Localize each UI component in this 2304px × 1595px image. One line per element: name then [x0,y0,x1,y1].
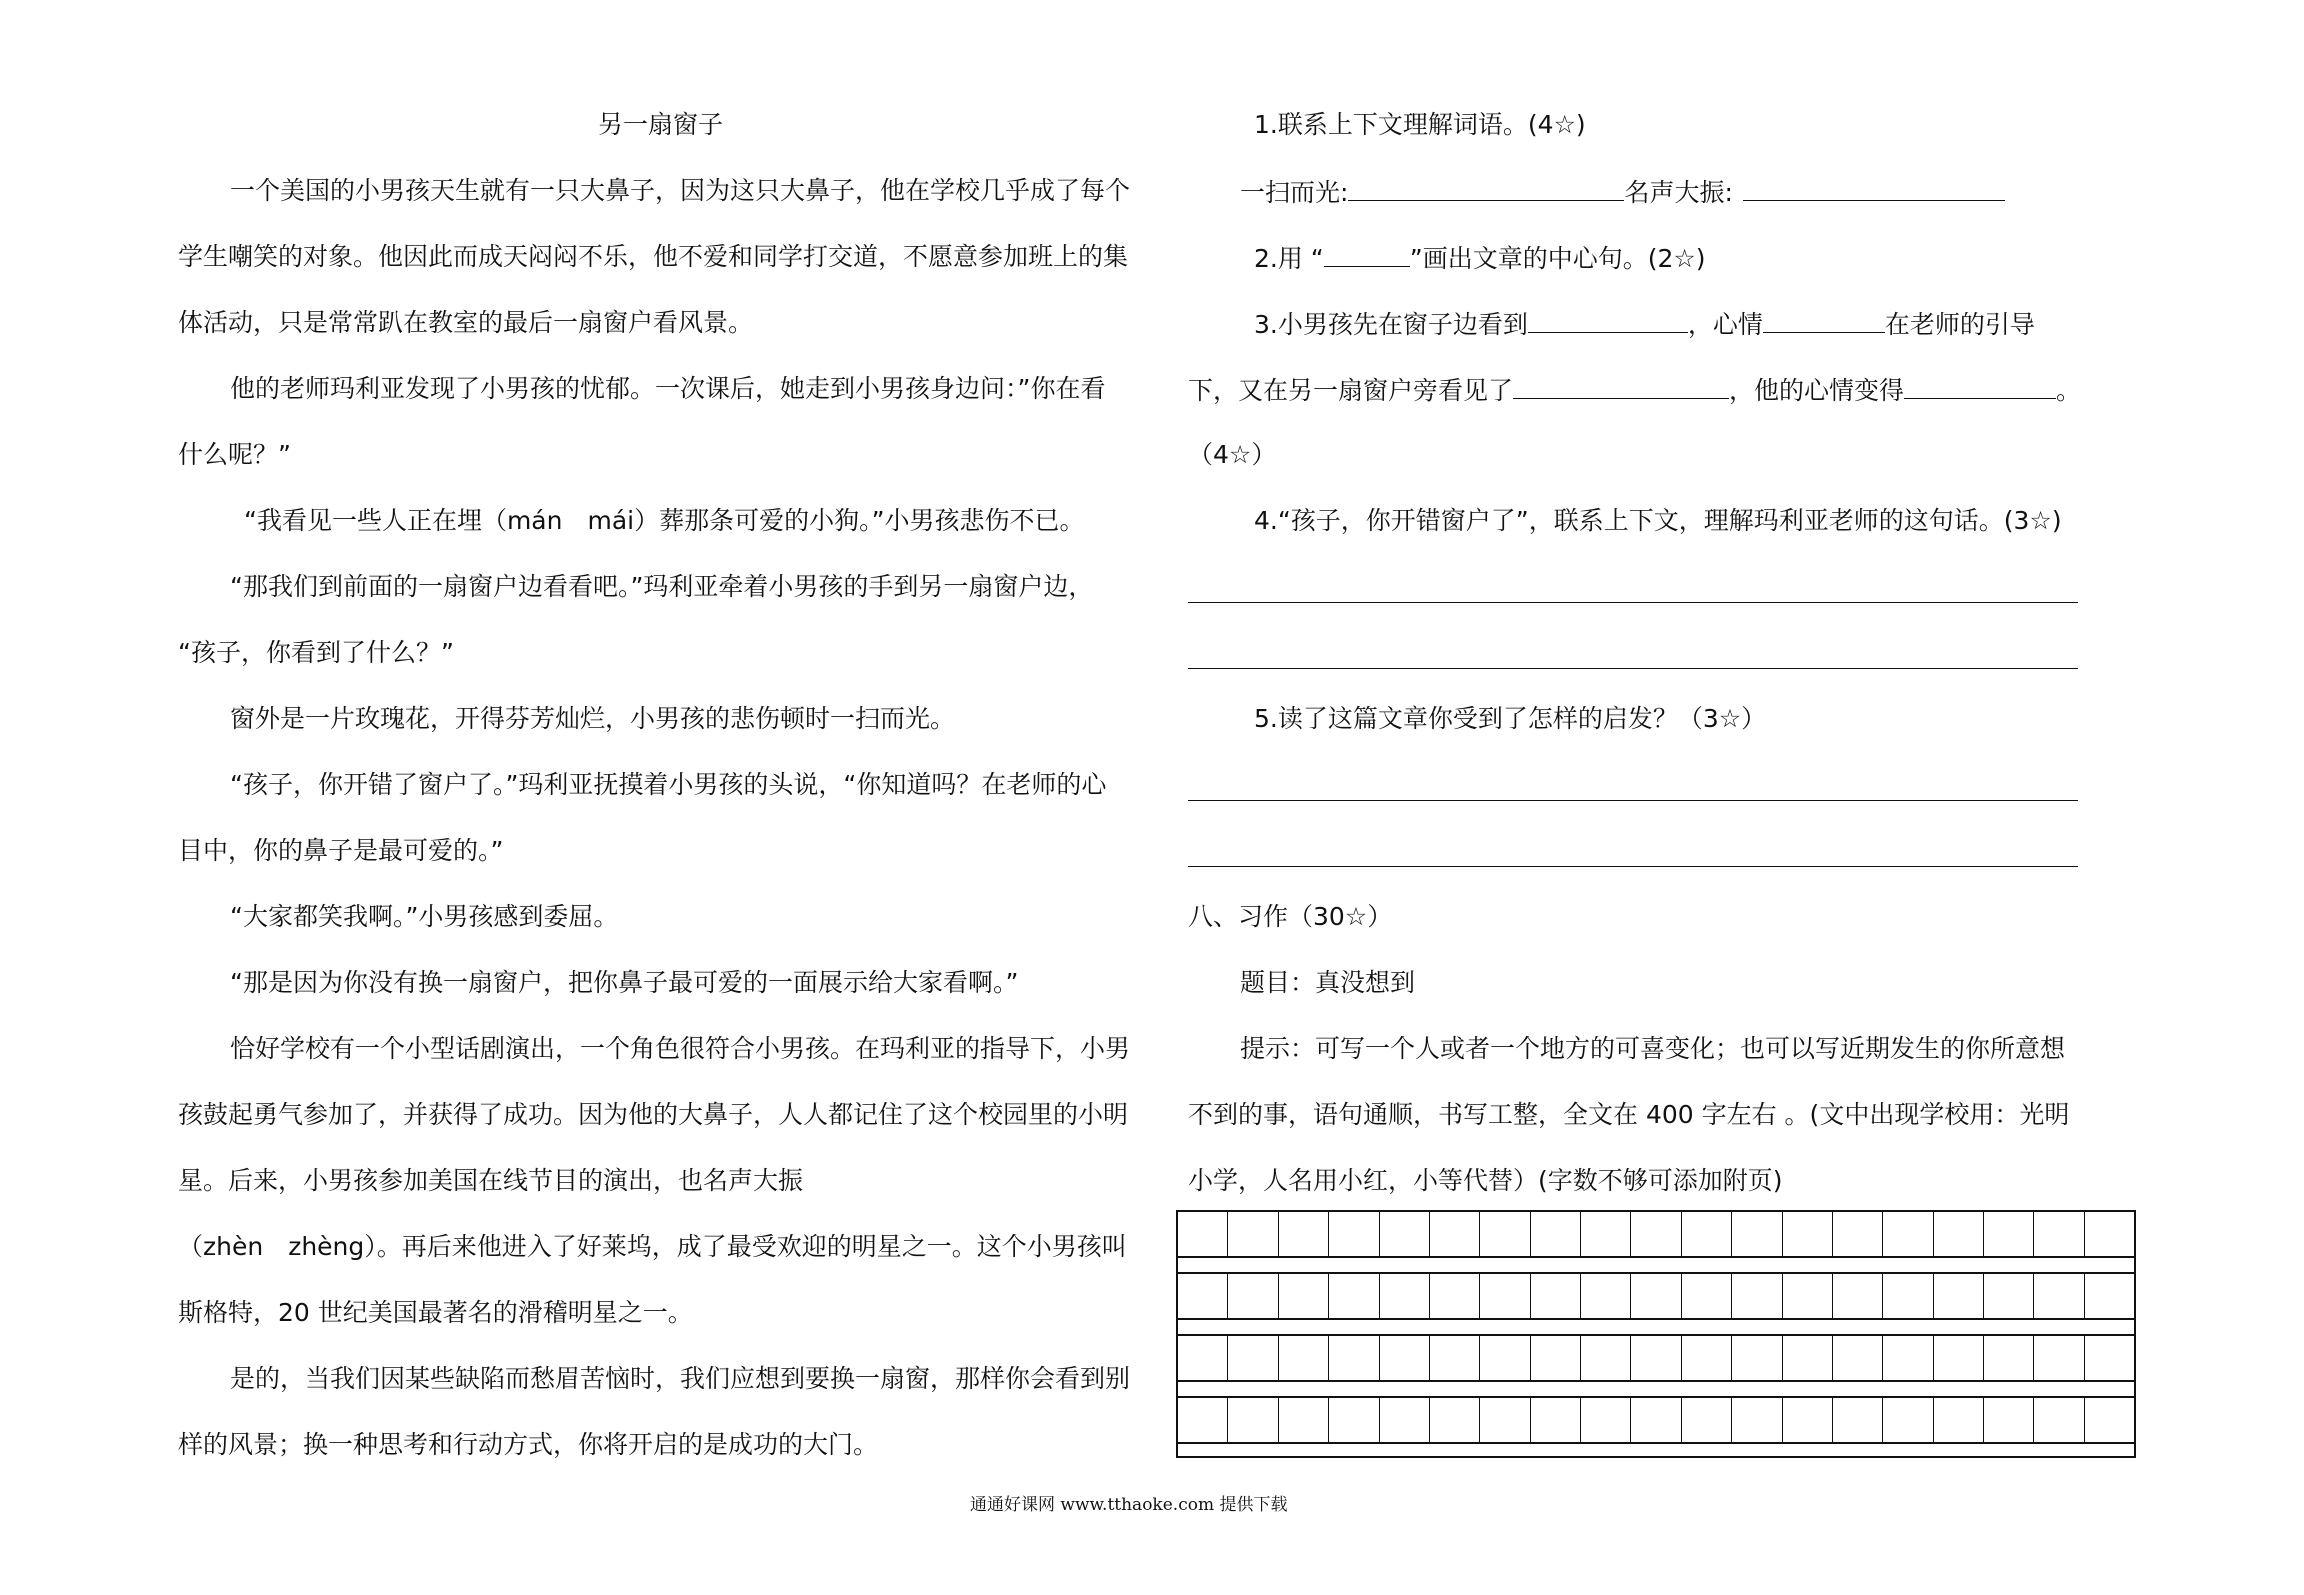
composition-topic: 题目：真没想到 [1240,968,1416,997]
grid-cell[interactable] [1833,1212,1883,1256]
grid-cell[interactable] [1430,1336,1480,1380]
grid-cell[interactable] [1329,1212,1379,1256]
grid-cell[interactable] [1178,1336,1228,1380]
q5-answer-line-1[interactable] [1188,800,2078,801]
question-3-score: （4☆） [1188,440,1277,469]
grid-cell[interactable] [1883,1274,1933,1318]
footer-credit: 通通好课网 www.tthaoke.com 提供下载 [970,1495,1288,1515]
passage-line: 体活动，只是常常趴在教室的最后一扇窗户看风景。 [178,308,754,337]
grid-cell[interactable] [1783,1336,1833,1380]
grid-cell[interactable] [1682,1212,1732,1256]
question-2 [1254,242,1706,274]
grid-cell[interactable] [1380,1398,1430,1442]
word-2-label: 名声大振: [1624,178,1733,207]
question-3-text-e: ，他的心情变得 [1729,376,1905,405]
passage-line: “孩子，你开错了窗户了。”玛利亚抚摸着小男孩的头说，“你知道吗？在老师的心 [230,770,1107,799]
grid-cell[interactable] [1732,1398,1782,1442]
grid-cell[interactable] [1934,1274,1984,1318]
grid-cell[interactable] [1531,1274,1581,1318]
question-1-words [1240,176,2005,208]
passage-line: 恰好学校有一个小型话剧演出，一个角色很符合小男孩。在玛利亚的指导下，小男 [230,1034,1131,1063]
grid-cell[interactable] [1783,1398,1833,1442]
grid-cell[interactable] [1178,1398,1228,1442]
question-3-text-a: 3.小男孩先在窗子边看到 [1254,310,1528,339]
question-3-line-1 [1254,308,2035,340]
grid-cell[interactable] [1279,1336,1329,1380]
passage-line: “那我们到前面的一扇窗户边看看吧。”玛利亚牵着小男孩的手到另一扇窗户边， [230,572,1094,601]
grid-cell[interactable] [1480,1336,1530,1380]
grid-cell[interactable] [1934,1398,1984,1442]
grid-cell[interactable] [2034,1274,2084,1318]
q3-blank-2[interactable] [1763,308,1885,333]
grid-row[interactable] [1176,1210,2136,1258]
grid-cell[interactable] [2085,1212,2134,1256]
q3-blank-3[interactable] [1513,374,1729,399]
grid-cell[interactable] [1380,1212,1430,1256]
grid-cell[interactable] [2034,1398,2084,1442]
composition-heading: 八、习作（30☆） [1188,902,1393,931]
grid-cell[interactable] [1934,1336,1984,1380]
grid-cell[interactable] [1581,1336,1631,1380]
composition-hint-line: 提示：可写一个人或者一个地方的可喜变化；也可以写近期发生的你所意想 [1240,1034,2066,1063]
grid-cell[interactable] [1833,1274,1883,1318]
question-3-line-2 [1188,374,2081,406]
grid-cell[interactable] [2034,1336,2084,1380]
grid-cell[interactable] [1732,1274,1782,1318]
question-3-text-f: 。 [2056,376,2082,405]
grid-cell[interactable] [1682,1336,1732,1380]
grid-cell[interactable] [1631,1336,1681,1380]
grid-cell[interactable] [1329,1398,1379,1442]
grid-cell[interactable] [1228,1398,1278,1442]
grid-cell[interactable] [1833,1398,1883,1442]
grid-row-gap [1176,1444,2136,1458]
composition-hint-line: 小学，人名用小红，小等代替）(字数不够可添加附页) [1188,1166,1783,1195]
grid-cell[interactable] [2085,1274,2134,1318]
grid-cell[interactable] [2085,1398,2134,1442]
grid-row-gap [1176,1382,2136,1396]
grid-cell[interactable] [1228,1212,1278,1256]
grid-cell[interactable] [1228,1336,1278,1380]
passage-line: 是的，当我们因某些缺陷而愁眉苦恼时，我们应想到要换一扇窗，那样你会看到别 [230,1364,1131,1393]
grid-cell[interactable] [1833,1336,1883,1380]
grid-cell[interactable] [1883,1398,1933,1442]
grid-cell[interactable] [1631,1398,1681,1442]
question-2-text-b: ”画出文章的中心句。(2☆) [1409,244,1706,273]
grid-cell[interactable] [1984,1398,2034,1442]
grid-row-gap [1176,1320,2136,1334]
question-3-text-b: ，心情 [1687,310,1763,339]
grid-cell[interactable] [1430,1274,1480,1318]
question-3-text-d: 下，又在另一扇窗户旁看见了 [1188,376,1514,405]
passage-title: 另一扇窗子 [598,110,724,139]
grid-cell[interactable] [1732,1336,1782,1380]
grid-cell[interactable] [1682,1274,1732,1318]
question-4: 4.“孩子，你开错窗户了”，联系上下文，理解玛利亚老师的这句话。(3☆) [1254,506,2062,535]
grid-cell[interactable] [1783,1274,1833,1318]
grid-cell[interactable] [1783,1212,1833,1256]
grid-row[interactable] [1176,1272,2136,1320]
underline-sample [1324,242,1410,267]
grid-cell[interactable] [1178,1212,1228,1256]
q3-blank-4[interactable] [1904,374,2056,399]
grid-cell[interactable] [1984,1212,2034,1256]
grid-cell[interactable] [1581,1274,1631,1318]
passage-line: “大家都笑我啊。”小男孩感到委屈。 [230,902,619,931]
grid-cell[interactable] [1581,1212,1631,1256]
grid-row[interactable] [1176,1396,2136,1444]
grid-cell[interactable] [1581,1398,1631,1442]
grid-row[interactable] [1176,1334,2136,1382]
grid-cell[interactable] [1682,1398,1732,1442]
grid-cell[interactable] [1883,1212,1933,1256]
grid-cell[interactable] [1430,1398,1480,1442]
passage-line: 一个美国的小男孩天生就有一只大鼻子，因为这只大鼻子，他在学校几乎成了每个 [230,176,1131,205]
passage-line: “孩子，你看到了什么？” [178,638,454,667]
passage-line: 星。后来，小男孩参加美国在线节目的演出，也名声大振 [178,1166,804,1195]
q4-answer-line-1[interactable] [1188,602,2078,603]
grid-cell[interactable] [1178,1274,1228,1318]
grid-cell[interactable] [1380,1274,1430,1318]
question-1: 1.联系上下文理解词语。(4☆) [1254,110,1586,139]
grid-cell[interactable] [1984,1336,2034,1380]
grid-cell[interactable] [1934,1212,1984,1256]
composition-hint-line: 不到的事，语句通顺，书写工整，全文在 400 字左右 。(文中出现学校用：光明 [1188,1100,2070,1129]
grid-cell[interactable] [2034,1212,2084,1256]
passage-line: 目中，你的鼻子是最可爱的。” [178,836,504,865]
grid-cell[interactable] [1228,1274,1278,1318]
grid-cell[interactable] [1883,1336,1933,1380]
grid-cell[interactable] [2085,1336,2134,1380]
grid-cell[interactable] [1984,1274,2034,1318]
question-3-text-c: 在老师的引导 [1884,310,2035,339]
grid-cell[interactable] [1279,1398,1329,1442]
grid-cell[interactable] [1531,1212,1581,1256]
q3-blank-1[interactable] [1528,308,1688,333]
passage-line: “我看见一些人正在埋（mán mái）葬那条可爱的小狗。”小男孩悲伤不已。 [244,506,1085,535]
grid-cell[interactable] [1631,1274,1681,1318]
grid-row-gap [1176,1258,2136,1272]
writing-grid[interactable] [1176,1210,2136,1458]
grid-cell[interactable] [1480,1274,1530,1318]
passage-line: 样的风景；换一种思考和行动方式，你将开启的是成功的大门。 [178,1430,879,1459]
question-5: 5.读了这篇文章你受到了怎样的启发？（3☆） [1254,704,1767,733]
grid-cell[interactable] [1430,1212,1480,1256]
q4-answer-line-2[interactable] [1188,668,2078,669]
grid-cell[interactable] [1531,1336,1581,1380]
passage-line: 窗外是一片玫瑰花，开得芬芳灿烂，小男孩的悲伤顿时一扫而光。 [230,704,956,733]
passage-line: 他的老师玛利亚发现了小男孩的忧郁。一次课后，她走到小男孩身边问：”你在看 [230,374,1106,403]
grid-cell[interactable] [1329,1336,1379,1380]
q5-answer-line-2[interactable] [1188,866,2078,867]
grid-cell[interactable] [1329,1274,1379,1318]
word-1-answer-blank[interactable] [1348,176,1624,201]
word-1-label: 一扫而光: [1240,178,1349,207]
grid-cell[interactable] [1631,1212,1681,1256]
grid-cell[interactable] [1480,1212,1530,1256]
grid-cell[interactable] [1279,1212,1329,1256]
grid-cell[interactable] [1531,1398,1581,1442]
passage-line: “那是因为你没有换一扇窗户，把你鼻子最可爱的一面展示给大家看啊。” [230,968,1019,997]
grid-cell[interactable] [1380,1336,1430,1380]
grid-cell[interactable] [1732,1212,1782,1256]
passage-line: 孩鼓起勇气参加了，并获得了成功。因为他的大鼻子，人人都记住了这个校园里的小明 [178,1100,1129,1129]
grid-cell[interactable] [1480,1398,1530,1442]
question-2-text-a: 2.用 “ [1254,244,1324,273]
word-2-answer-blank[interactable] [1743,176,2005,201]
passage-line: 学生嘲笑的对象。他因此而成天闷闷不乐，他不爱和同学打交道，不愿意参加班上的集 [178,242,1129,271]
grid-cell[interactable] [1279,1274,1329,1318]
passage-line: 斯格特，20 世纪美国最著名的滑稽明星之一。 [178,1298,693,1327]
passage-line: （zhèn zhèng）。再后来他进入了好莱坞，成了最受欢迎的明星之一。这个小男孩叫 [178,1232,1127,1261]
passage-line: 什么呢？” [178,440,291,469]
